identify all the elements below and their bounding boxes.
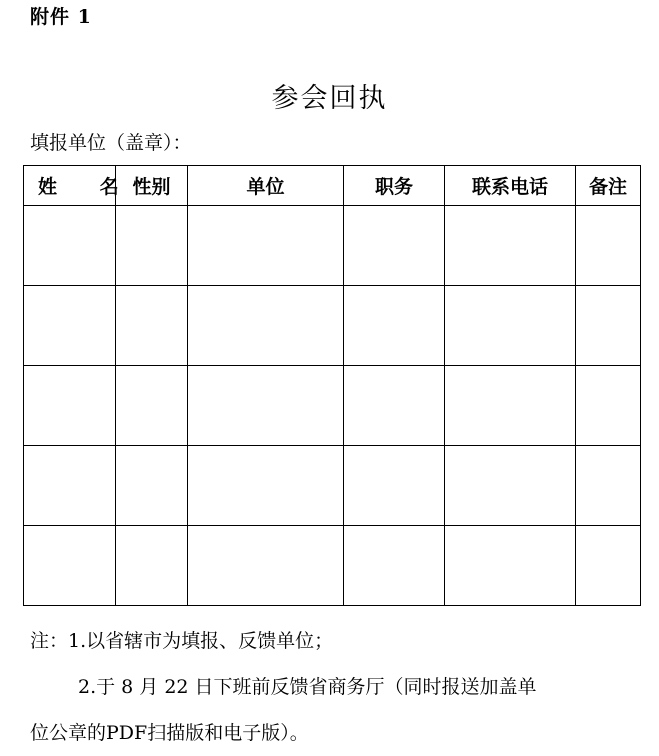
column-header-unit: 单位 [188,166,344,206]
table-row [24,206,641,286]
table-cell[interactable] [344,526,445,606]
reporting-unit-label: 填报单位（盖章）： [30,132,192,154]
table-row [24,366,641,446]
reply-table [23,165,641,606]
table-cell[interactable] [576,366,641,446]
table-cell[interactable] [576,286,641,366]
table-cell[interactable] [576,206,641,286]
note-line-2: 2.于 8 月 22 日下班前反馈省商务厅（同时报送加盖单 [78,676,537,698]
table-cell[interactable] [445,366,576,446]
note-line-3: 位公章的PDF扫描版和电子版）。 [30,722,309,744]
document-title: 参会回执 [271,83,388,114]
table-cell[interactable] [116,286,188,366]
column-header-name: 姓 名 [24,166,116,206]
notes-section [30,618,640,756]
column-header-remarks: 备注 [576,166,641,206]
table-cell[interactable] [576,446,641,526]
table-row [24,526,641,606]
table-cell[interactable] [576,526,641,606]
table-cell[interactable] [24,286,116,366]
table-cell[interactable] [24,366,116,446]
note-line-1: 注：1.以省辖市为填报、反馈单位； [30,630,334,652]
table-cell[interactable] [116,366,188,446]
table-cell[interactable] [188,286,344,366]
column-header-phone: 联系电话 [445,166,576,206]
table-cell[interactable] [188,526,344,606]
table-cell[interactable] [116,446,188,526]
table-cell[interactable] [344,366,445,446]
table-cell[interactable] [116,526,188,606]
table-cell[interactable] [188,206,344,286]
table-cell[interactable] [445,206,576,286]
table-row [24,446,641,526]
table-row [24,286,641,366]
table-cell[interactable] [344,206,445,286]
table-cell[interactable] [188,446,344,526]
table-cell[interactable] [116,206,188,286]
table-cell[interactable] [445,526,576,606]
table-cell[interactable] [24,446,116,526]
table-cell[interactable] [24,526,116,606]
table-header-row [24,166,641,206]
table-cell[interactable] [344,446,445,526]
table-cell[interactable] [445,286,576,366]
table-cell[interactable] [188,366,344,446]
column-header-gender: 性别 [116,166,188,206]
column-header-position: 职务 [344,166,445,206]
attachment-label: 附件 1 [30,6,92,28]
table-cell[interactable] [445,446,576,526]
table-cell[interactable] [344,286,445,366]
table-cell[interactable] [24,206,116,286]
